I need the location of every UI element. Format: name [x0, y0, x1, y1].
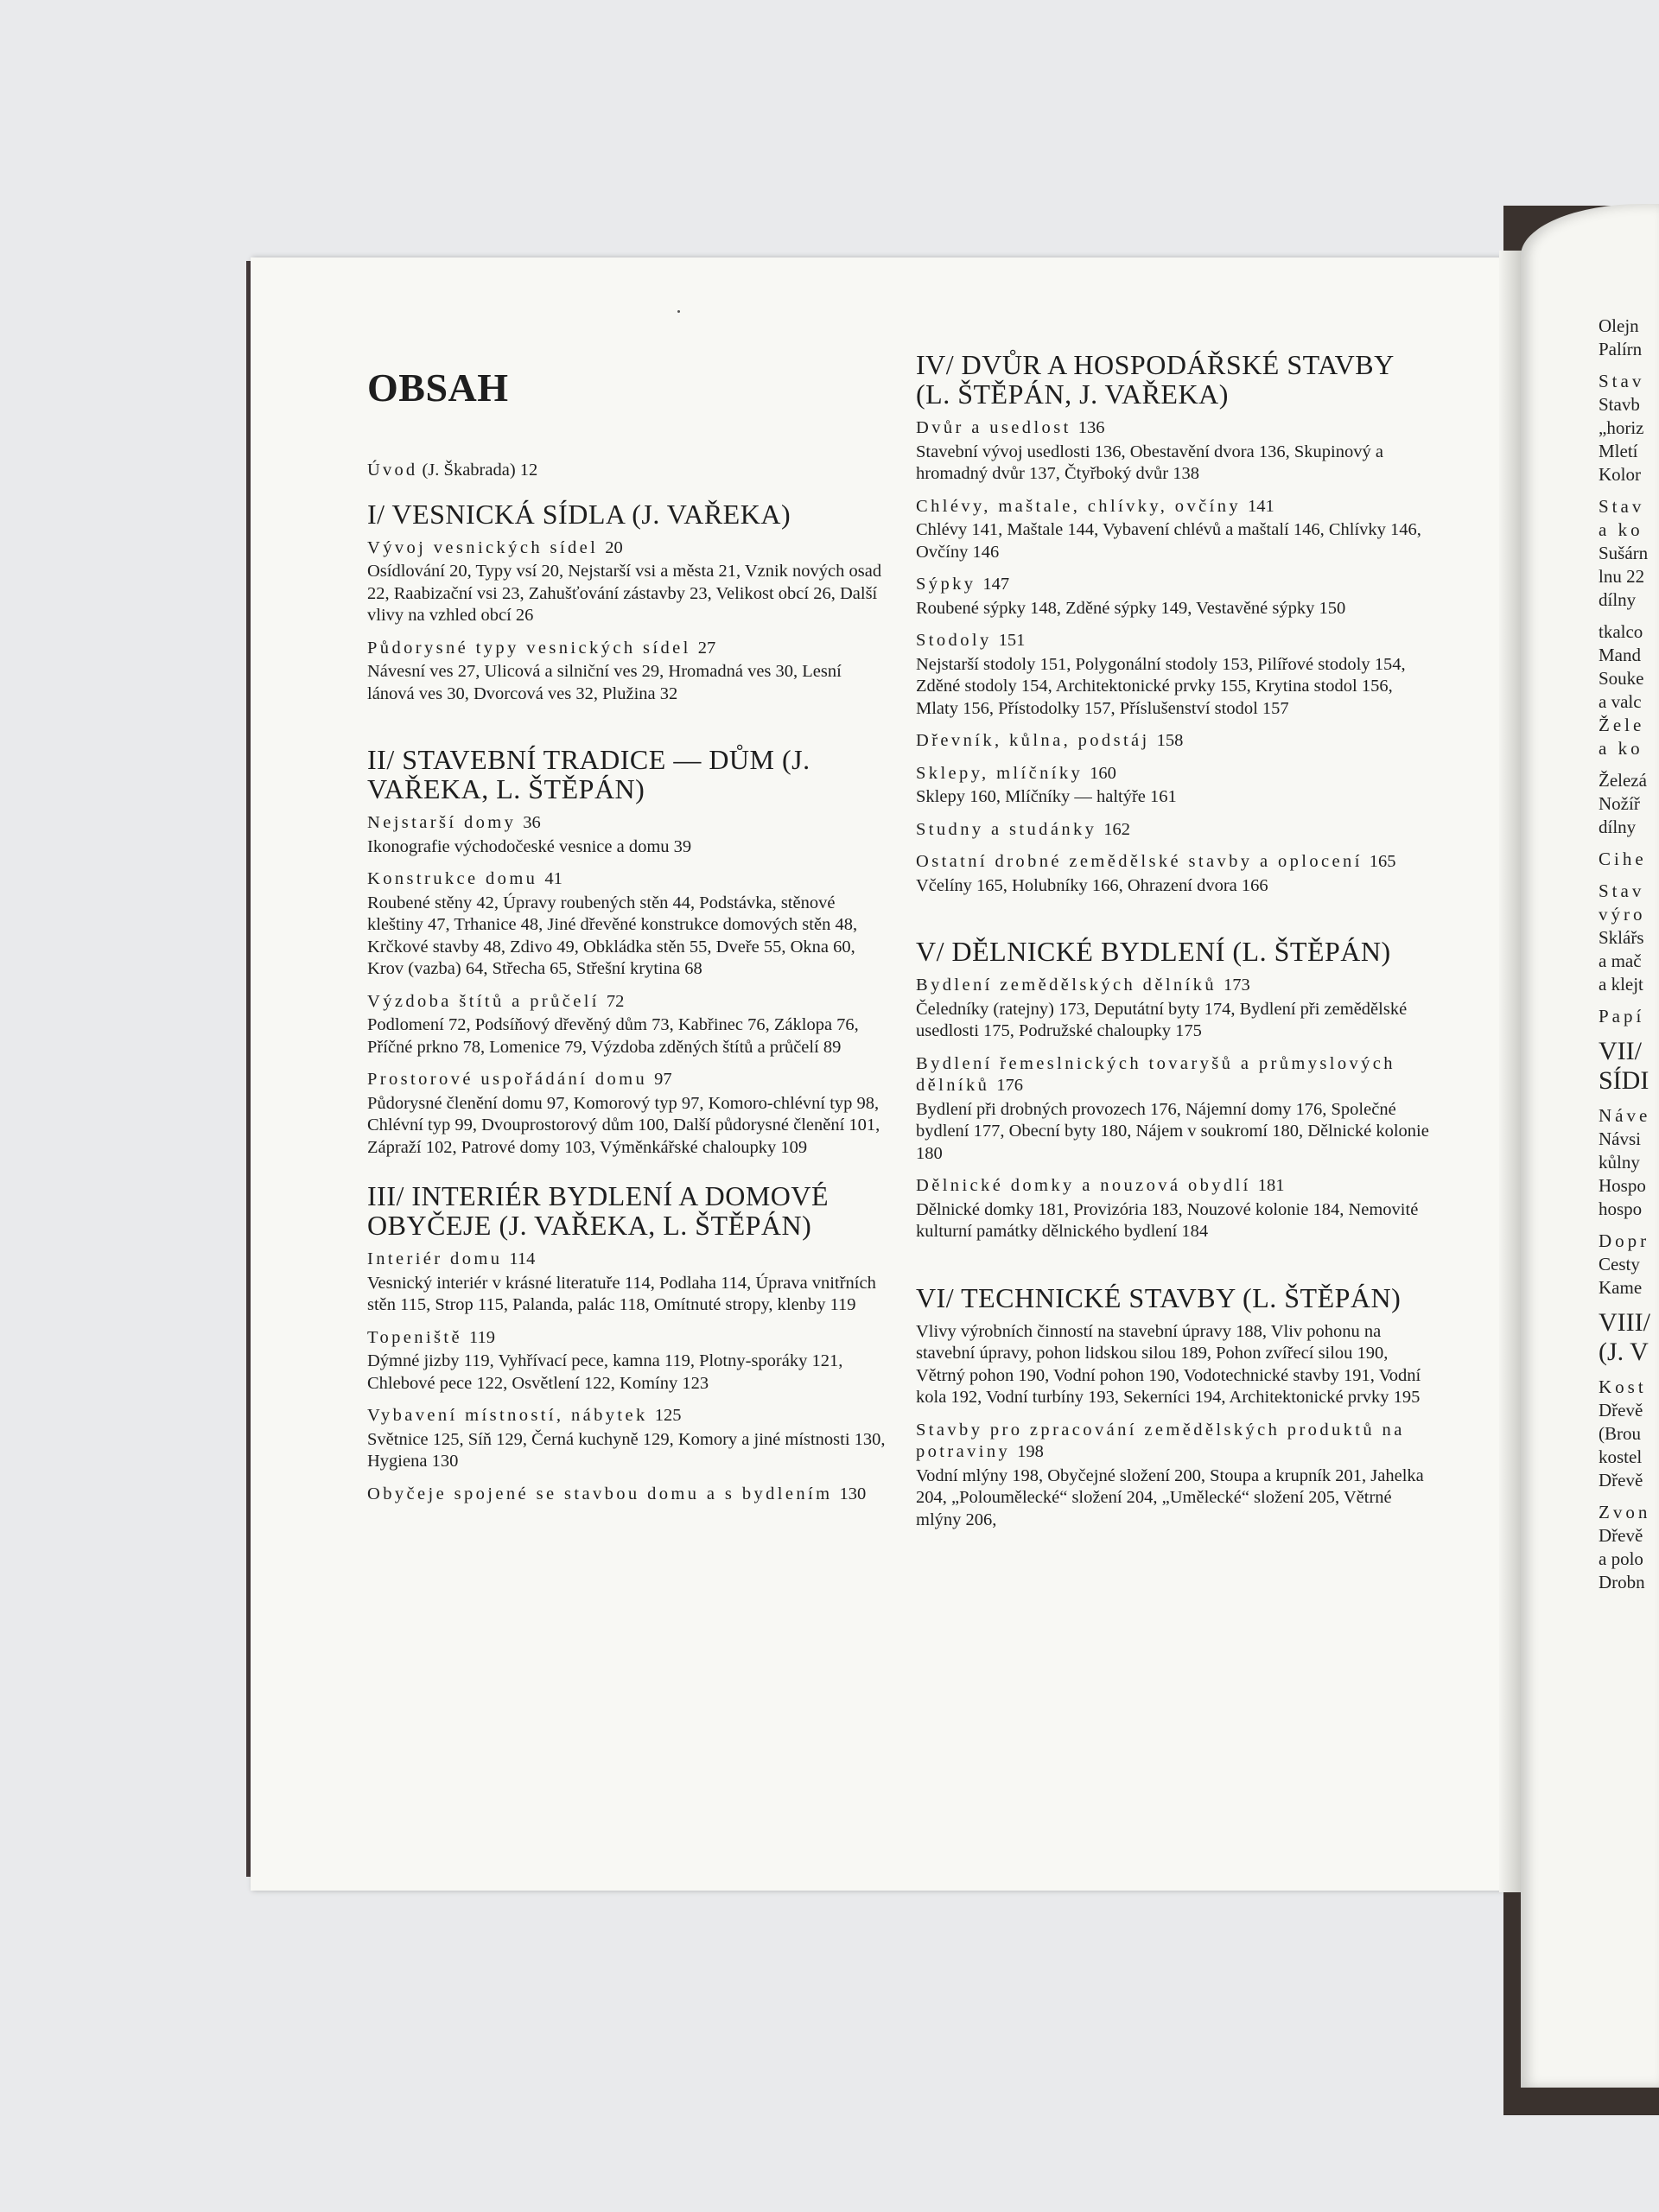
fragment-line: a klejt — [1599, 974, 1643, 995]
section-items: Podlomení 72, Podsíňový dřevěný dům 73, Kabřinec 76, Záklopa 76, Příčné prkno 78, Lomenice 79, Výzdoba zděných štítů a průčelí 89 — [367, 1015, 859, 1057]
fragment-line: „horiz — [1599, 417, 1644, 438]
section-name: Prostorové uspořádání domu — [367, 1070, 648, 1089]
section-items: Nejstarší stodoly 151, Polygonální stodoly 153, Pilířové stodoly 154, Zděné stodoly 154, Architektonické prvky 155, Krytina stodol 156, Mlaty 156, Přístodolky 157, Příslušenství stodol 157 — [916, 654, 1406, 718]
fragment-line: Žele — [1599, 715, 1645, 735]
chapter-heading: IV/ DVŮR A HOSPODÁŘSKÉ STAVBY (L. ŠTĚPÁN, J. VAŘEKA) — [916, 349, 1394, 410]
section-name: Dělnické domky a nouzová obydlí — [916, 1176, 1251, 1195]
section-name: Půdorysné typy vesnických sídel — [367, 638, 691, 658]
toc-section — [916, 1321, 1434, 1409]
section-title — [916, 730, 1434, 753]
section-items: Vlivy výrobních činností na stavební úpravy 188, Vliv pohonu na stavební úpravy, pohon lidskou silou 189, Pohon zvířecí silou 190, Větrný pohon 190, Vodní pohon 190, Vodotechnické stavby 191, Vodní kola 192, Vodní turbíny 193, Sekerníci 194, Architektonické prvky 195 — [916, 1321, 1421, 1407]
fragment-line: Železá — [1599, 770, 1647, 791]
fragment-line: VII/ — [1599, 1037, 1642, 1065]
spacer — [1599, 1096, 1659, 1104]
section-page: 41 — [544, 869, 563, 888]
section-items: Stavební vývoj usedlosti 136, Obestavění dvora 136, Skupinový a hromadný dvůr 137, Čtyřboký dvůr 138 — [916, 442, 1383, 483]
toc-section — [916, 819, 1434, 842]
section-title — [367, 1069, 890, 1091]
section-items: Roubené stěny 42, Úpravy roubených stěn 44, Podstávka, stěnové kleštiny 47, Trhanice 48, Jiné dřevěné konstrukce domových stěn 48, Krčkové stavby 48, Zdivo 49, Obkládka stěn 55, Dveře 55, Okna 60, Krov (vazba) 64, Střecha 65, Střešní krytina 68 — [367, 893, 858, 978]
toc-section — [367, 868, 890, 981]
section-name: Interiér domu — [367, 1249, 503, 1268]
spacer — [1599, 996, 1659, 1005]
section-name: Dřevník, kůlna, podstáj — [916, 731, 1150, 750]
section-name: Stodoly — [916, 631, 992, 650]
section-title — [916, 630, 1434, 652]
fragment-line: Stav — [1599, 496, 1645, 517]
section-title — [367, 638, 890, 660]
section-name: Obyčeje spojené se stavbou domu a s bydlením — [367, 1484, 833, 1503]
chapter-heading: V/ DĚLNICKÉ BYDLENÍ (L. ŠTĚPÁN) — [916, 936, 1391, 967]
section-title — [916, 1420, 1434, 1464]
fragment-line: Mletí — [1599, 441, 1638, 461]
fragment-line: Hospo — [1599, 1175, 1646, 1196]
section-title — [367, 1405, 890, 1427]
toc-section — [367, 1405, 890, 1473]
section-title — [367, 1249, 890, 1271]
section-page: 125 — [654, 1406, 682, 1425]
fragment-line: kůlny — [1599, 1152, 1640, 1173]
section-page: 36 — [523, 813, 541, 832]
fragment-line: Kolor — [1599, 464, 1641, 485]
fragment-line: Dřevě — [1599, 1525, 1643, 1546]
section-title — [916, 574, 1434, 596]
spacer — [1599, 361, 1659, 370]
section-name: Stavby pro zpracování zemědělských produktů na potraviny — [916, 1420, 1405, 1461]
fragment-line: (Brou — [1599, 1423, 1641, 1444]
section-name: Topeniště — [367, 1327, 463, 1347]
section-title — [916, 1175, 1434, 1198]
spacer — [1599, 839, 1659, 848]
section-page: 173 — [1223, 976, 1250, 995]
toc-section — [367, 638, 890, 706]
fragment-line: dílny — [1599, 817, 1637, 837]
fragment-line: Návsi — [1599, 1128, 1641, 1149]
fragment-line: a ko — [1599, 519, 1643, 540]
fragment-line: Náve — [1599, 1105, 1651, 1126]
section-items: Půdorysné členění domu 97, Komorový typ 97, Komoro-chlévní typ 98, Chlévní typ 99, Dvouprostorový dům 100, Další půdorysné členění 101, Zápraží 102, Patrové domy 103, Výměnkářské chaloupky 109 — [367, 1093, 880, 1157]
toc-section — [367, 537, 890, 627]
section-items: Sklepy 160, Mlíčníky — haltýře 161 — [916, 787, 1177, 806]
section-title — [916, 819, 1434, 842]
toc-section — [916, 417, 1434, 486]
fragment-line: tkalco — [1599, 621, 1643, 642]
section-page: 114 — [509, 1249, 536, 1268]
section-page: 160 — [1090, 763, 1116, 783]
fragment-line: dílny — [1599, 589, 1637, 610]
section-title — [916, 851, 1434, 874]
fragment-line: výro — [1599, 904, 1646, 925]
toc-section — [367, 1327, 890, 1395]
section-name: Vybavení místností, nábytek — [367, 1406, 648, 1425]
toc-left-column — [367, 363, 890, 1516]
section-title — [916, 1053, 1434, 1097]
section-name: Výzdoba štítů a průčelí — [367, 991, 600, 1011]
toc-section — [916, 630, 1434, 720]
section-items: Ikonografie východočeské vesnice a domu 39 — [367, 836, 692, 856]
toc-right-column — [916, 350, 1434, 1541]
section-items: Vesnický interiér v krásné literatuře 114, Podlaha 114, Úprava vnitřních stěn 115, Strop 115, Palanda, palác 118, Omítnuté stropy, klenby 119 — [367, 1273, 876, 1314]
fragment-line: (J. V — [1599, 1338, 1649, 1366]
section-name: Sklepy, mlíčníky — [916, 763, 1084, 783]
toc-section — [367, 1484, 890, 1506]
spacer — [1599, 486, 1659, 495]
spacer — [1599, 1221, 1659, 1230]
section-title — [916, 417, 1434, 440]
intro-label: Úvod — [367, 461, 418, 480]
toc-section — [367, 991, 890, 1059]
section-items: Včelíny 165, Holubníky 166, Ohrazení dvora 166 — [916, 875, 1268, 895]
fragment-line: Drobn — [1599, 1572, 1645, 1592]
fragment-line: Nožíř — [1599, 793, 1640, 814]
toc-section — [916, 730, 1434, 753]
page-title: OBSAH — [367, 365, 509, 410]
section-name: Studny a studánky — [916, 819, 1097, 839]
section-items: Dělnické domky 181, Provizória 183, Nouzové kolonie 184, Nemovité kulturní památky dělnického bydlení 184 — [916, 1199, 1419, 1241]
section-items: Bydlení při drobných provozech 176, Nájemní domy 176, Společné bydlení 177, Obecní byty 180, Nájem v soukromí 180, Dělnické kolonie 180 — [916, 1099, 1429, 1163]
section-page: 119 — [469, 1327, 496, 1347]
section-page: 72 — [606, 991, 625, 1011]
section-title — [367, 812, 890, 835]
fragment-line: Dřevě — [1599, 1470, 1643, 1491]
spacer — [1599, 760, 1659, 769]
chapter-heading: II/ STAVEBNÍ TRADICE — DŮM (J. VAŘEKA, L. ŠTĚPÁN) — [367, 744, 810, 804]
fragment-line: VIII/ — [1599, 1308, 1650, 1337]
section-page: 198 — [1017, 1442, 1044, 1461]
fragment-line: Cihe — [1599, 849, 1647, 869]
section-items: Roubené sýpky 148, Zděné sýpky 149, Vestavěné sýpky 150 — [916, 598, 1346, 618]
fragment-line: a polo — [1599, 1548, 1643, 1569]
fragment-line: Stav — [1599, 880, 1645, 901]
section-page: 136 — [1077, 418, 1105, 437]
section-title — [916, 496, 1434, 518]
section-title — [916, 975, 1434, 997]
toc-section — [916, 851, 1434, 897]
section-name: Nejstarší domy — [367, 813, 517, 832]
fragment-line: Stavb — [1599, 394, 1640, 415]
fragment-line: kostel — [1599, 1446, 1643, 1467]
section-page: 141 — [1248, 496, 1274, 516]
right-page-fragment — [1521, 204, 1659, 2088]
section-items: Vodní mlýny 198, Obyčejné složení 200, Stoupa a krupník 201, Jahelka 204, „Poloumělecké“ složení 204, „Umělecké“ složení 205, Větrné mlýny 206, — [916, 1465, 1424, 1529]
toc-section — [367, 812, 890, 858]
section-name: Konstrukce domu — [367, 869, 538, 888]
section-name: Bydlení řemeslnických tovaryšů a průmyslových dělníků — [916, 1053, 1395, 1095]
fragment-line: Dřevě — [1599, 1400, 1643, 1421]
section-items: Dýmné jizby 119, Vyhřívací pece, kamna 119, Plotny-sporáky 121, Chlebové pece 122, Osvětlení 122, Komíny 123 — [367, 1351, 843, 1393]
fragment-line: hospo — [1599, 1198, 1643, 1219]
toc-section — [367, 1249, 890, 1317]
section-page: 27 — [697, 638, 716, 658]
fragment-line: Sklářs — [1599, 927, 1644, 948]
fragment-line: a mač — [1599, 950, 1642, 971]
section-items: Světnice 125, Síň 129, Černá kuchyně 129, Komory a jiné místnosti 130, Hygiena 130 — [367, 1429, 886, 1471]
spacer — [1599, 612, 1659, 620]
fragment-line: Kost — [1599, 1376, 1647, 1397]
fragment-line: Olejn — [1599, 315, 1639, 336]
fragment-line: Kame — [1599, 1277, 1643, 1298]
left-chapters — [367, 499, 890, 1506]
section-page: 181 — [1257, 1176, 1285, 1195]
spacer — [1599, 1492, 1659, 1501]
chapter-heading: VI/ TECHNICKÉ STAVBY (L. ŠTĚPÁN) — [916, 1281, 1402, 1313]
section-name: Sýpky — [916, 575, 976, 594]
paper-speck — [677, 310, 680, 313]
spacer — [1599, 1028, 1659, 1037]
fragment-line: Papí — [1599, 1006, 1645, 1027]
right-chapters — [916, 350, 1434, 1531]
chapter-heading: I/ VESNICKÁ SÍDLA (J. VAŘEKA) — [367, 498, 791, 530]
section-page: 97 — [654, 1070, 672, 1089]
fragment-line: Dopr — [1599, 1230, 1650, 1251]
toc-section — [367, 1069, 890, 1159]
toc-intro — [367, 460, 890, 482]
section-title — [367, 1327, 890, 1350]
section-title — [367, 537, 890, 560]
fragment-line: Cesty — [1599, 1254, 1640, 1274]
section-page: 158 — [1156, 731, 1184, 750]
section-page: 130 — [839, 1484, 867, 1503]
fragment-line: a ko — [1599, 738, 1643, 759]
toc-section — [916, 1053, 1434, 1166]
toc-section — [916, 496, 1434, 564]
section-title — [916, 763, 1434, 785]
fragment-line: SÍDI — [1599, 1066, 1649, 1095]
toc-section — [916, 1420, 1434, 1532]
section-page: 176 — [996, 1076, 1024, 1095]
toc-section — [916, 574, 1434, 620]
fragment-line: Stav — [1599, 371, 1645, 391]
section-name: Dvůr a usedlost — [916, 418, 1071, 437]
fragment-line: lnu 22 — [1599, 566, 1645, 587]
section-title — [367, 868, 890, 891]
fragment-line: Souke — [1599, 668, 1644, 689]
section-name: Ostatní drobné zemědělské stavby a oplocení — [916, 852, 1363, 871]
section-name: Chlévy, maštale, chlívky, ovčíny — [916, 496, 1242, 516]
section-page: 165 — [1369, 852, 1396, 871]
fragment-line: Mand — [1599, 645, 1641, 665]
fragment-line: Sušárn — [1599, 543, 1649, 563]
section-page: 151 — [998, 631, 1026, 650]
fragment-line: Palírn — [1599, 339, 1643, 359]
spacer — [1599, 1300, 1659, 1308]
spacer — [1599, 871, 1659, 880]
section-name: Bydlení zemědělských dělníků — [916, 976, 1217, 995]
intro-rest: (J. Škabrada) 12 — [422, 461, 538, 480]
section-title — [367, 1484, 890, 1506]
toc-section — [916, 975, 1434, 1043]
fragment-line: Zvon — [1599, 1502, 1651, 1522]
section-page: 147 — [982, 575, 1010, 594]
chapter-heading: III/ INTERIÉR BYDLENÍ A DOMOVÉ OBYČEJE (J. VAŘEKA, L. ŠTĚPÁN) — [367, 1180, 830, 1241]
spacer — [1599, 1367, 1659, 1376]
fragment-line: a valc — [1599, 691, 1642, 712]
section-title — [367, 991, 890, 1014]
section-items: Chlévy 141, Maštale 144, Vybavení chlévů a maštalí 146, Chlívky 146, Ovčíny 146 — [916, 520, 1421, 562]
section-page: 162 — [1103, 819, 1131, 839]
section-page: 20 — [605, 537, 623, 557]
section-items: Osídlování 20, Typy vsí 20, Nejstarší vsi a města 21, Vznik nových osad 22, Raabizační vsi 23, Zahušťování zástavby 23, Velikost obcí 26, Další vlivy na vzhled obcí 26 — [367, 562, 882, 625]
section-items: Návesní ves 27, Ulicová a silniční ves 29, Hromadná ves 30, Lesní lánová ves 30, Dvorcová ves 32, Plužina 32 — [367, 662, 842, 703]
section-items: Čeledníky (ratejny) 173, Deputátní byty 174, Bydlení při zemědělské usedlosti 175, Podružské chaloupky 175 — [916, 999, 1408, 1040]
toc-section — [916, 763, 1434, 809]
toc-section — [916, 1175, 1434, 1243]
next-page-text — [1599, 315, 1659, 1594]
section-name: Vývoj vesnických sídel — [367, 537, 599, 557]
